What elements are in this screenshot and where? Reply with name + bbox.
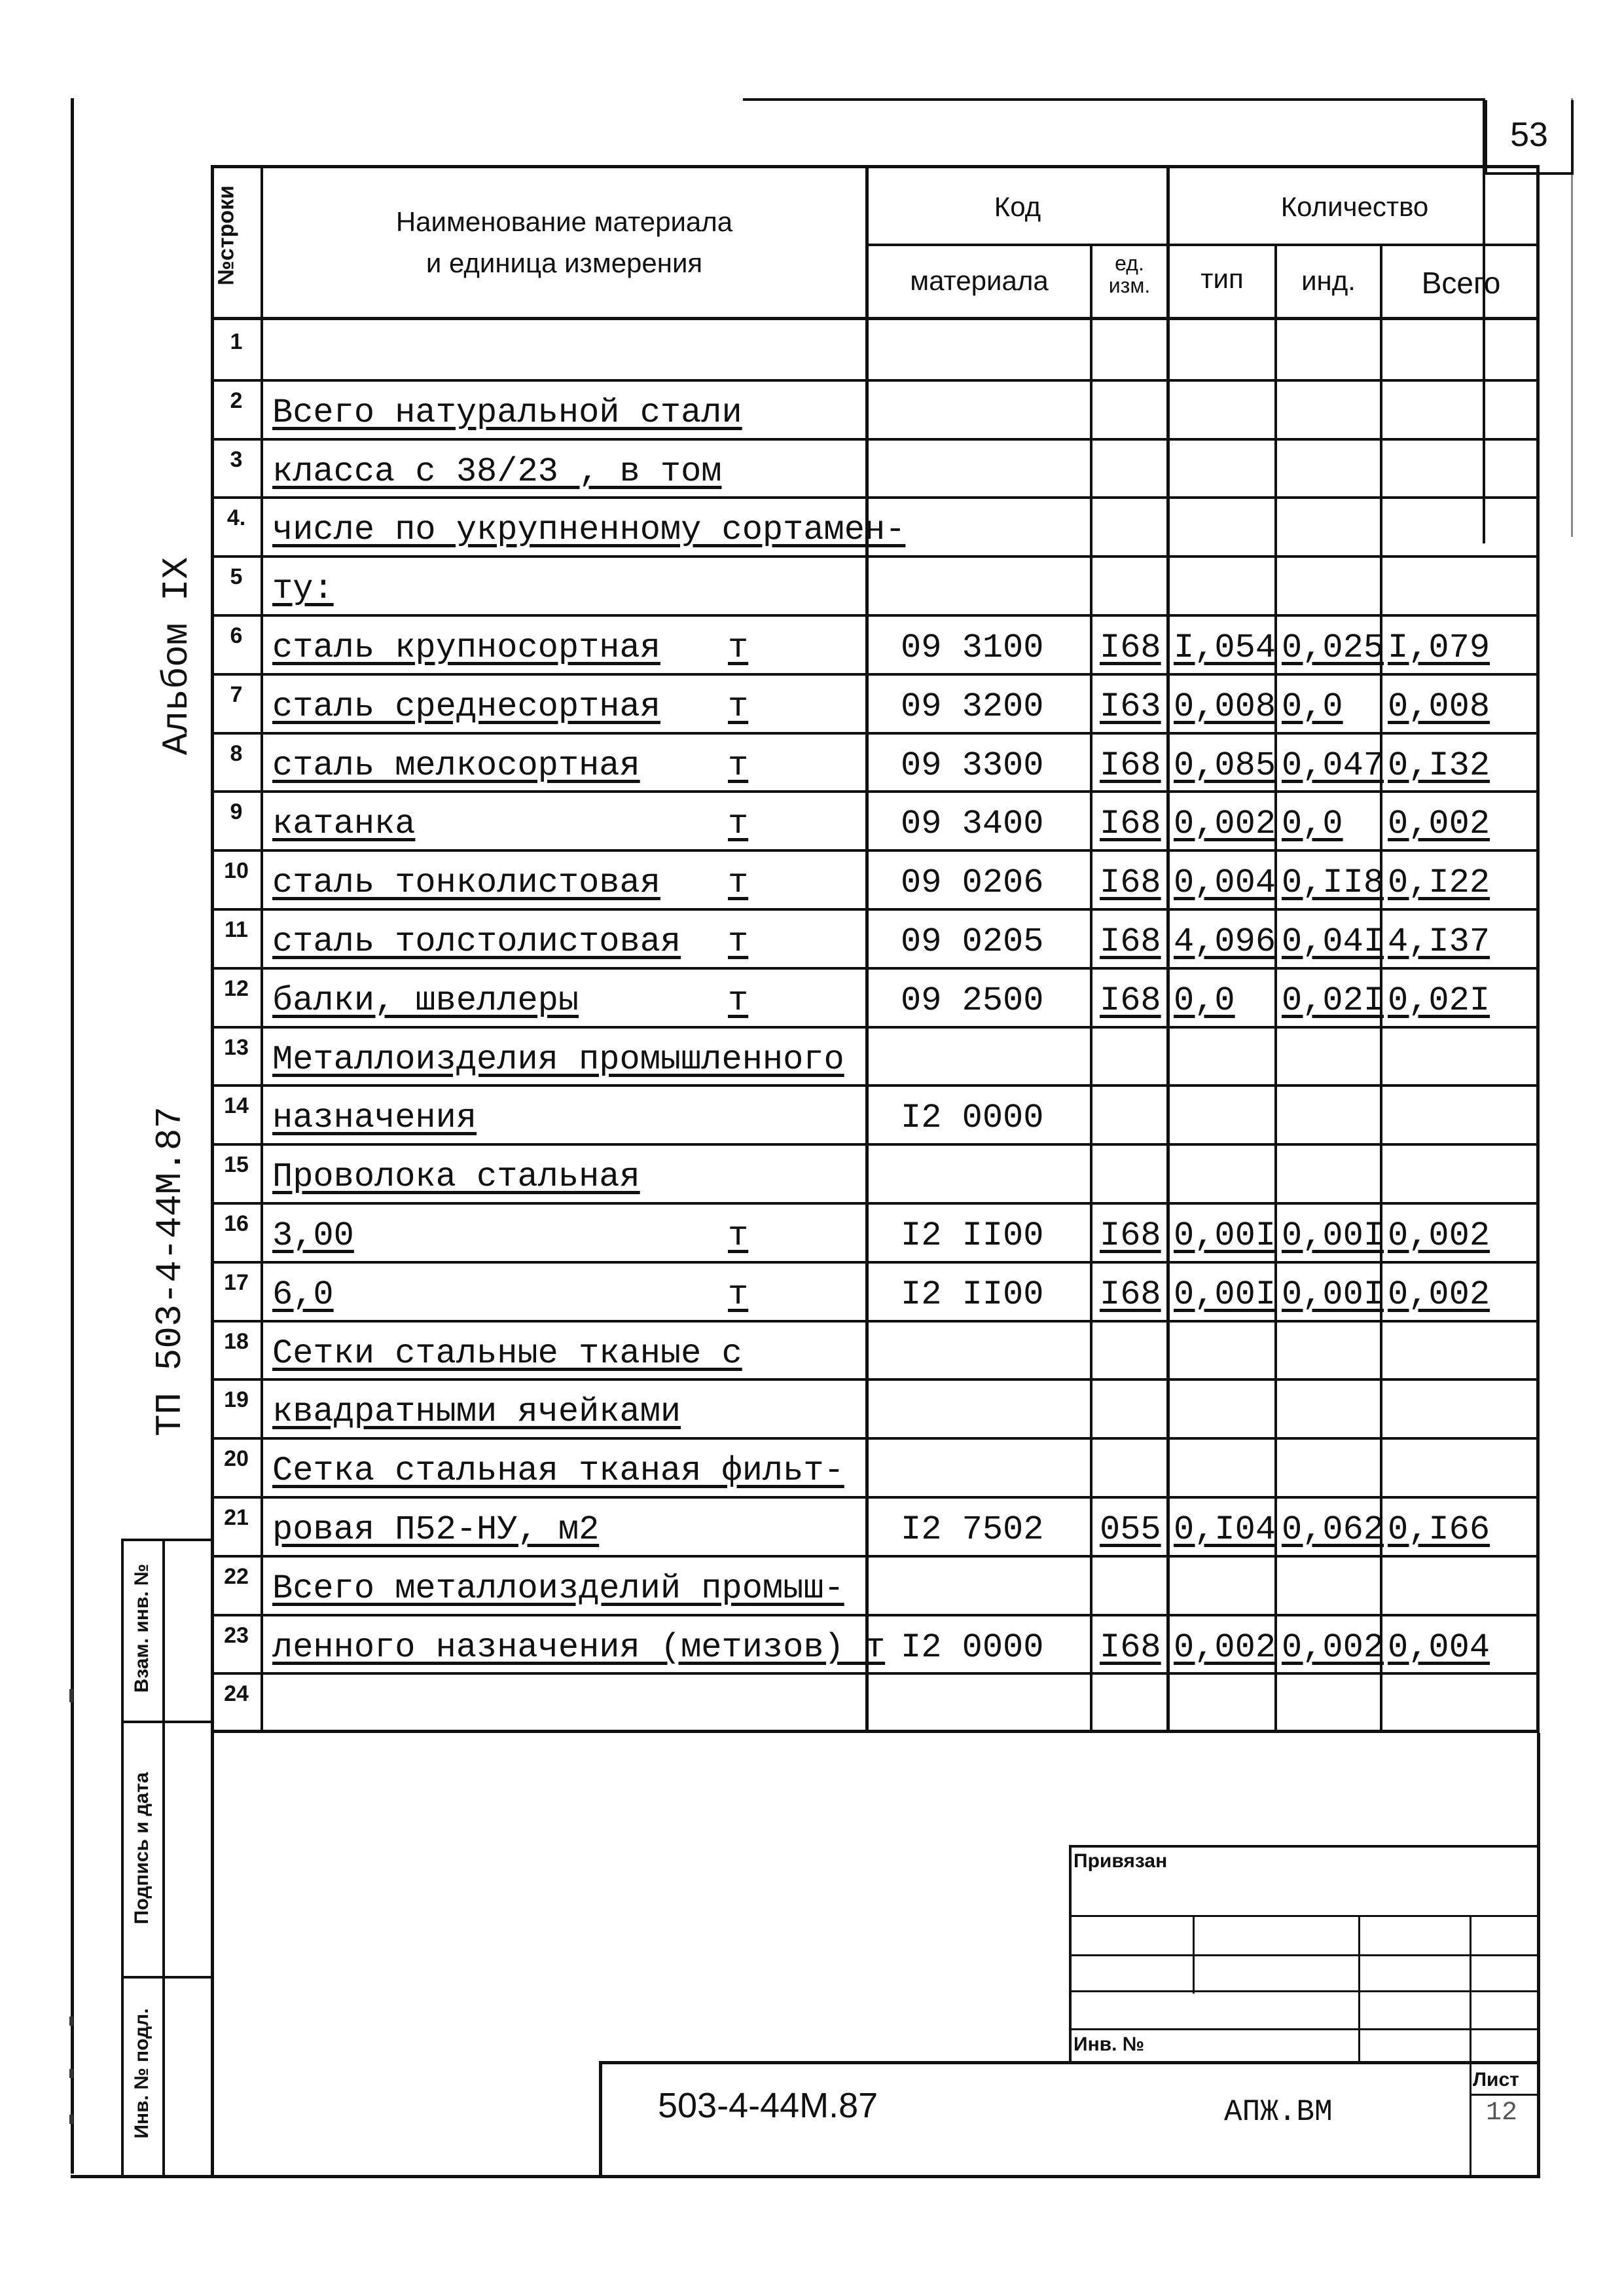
row-number: 14: [224, 1093, 249, 1118]
cell-code: 09 3300: [901, 746, 1044, 785]
list-divider: [1470, 2094, 1540, 2096]
cell-ind: 0,00I: [1282, 1216, 1384, 1255]
row-divider: [261, 673, 1540, 676]
cell-name: катанка: [272, 805, 416, 843]
project-label: ТП 503-4-44М.87: [149, 1106, 191, 1437]
cell-code: I2 II00: [901, 1216, 1044, 1255]
header-kolichestvo: Количество: [1280, 191, 1429, 222]
row-number: 21: [224, 1505, 249, 1530]
list-label: Лист: [1473, 2069, 1519, 2090]
cell-ed: 055: [1100, 1510, 1161, 1549]
page-bottom-line: [71, 2175, 1540, 2178]
cell-name: Сетки стальные тканые с: [272, 1334, 742, 1373]
row-divider: [261, 1437, 1540, 1440]
title-block-left: [599, 2061, 602, 2178]
row-number: 11: [225, 917, 248, 942]
cell-ed: I68: [1100, 746, 1161, 785]
row-divider: [261, 849, 1540, 852]
side-stamp-podpis: Подпись и дата: [131, 1772, 153, 1925]
side-stamp-line-1: [121, 1539, 124, 2177]
header-name-line2: и единица измерения: [425, 247, 703, 278]
row-number: 3: [230, 447, 243, 472]
row-divider: [261, 1555, 1540, 1558]
row-number: 5: [230, 564, 243, 589]
cell-vsego: 4,I37: [1388, 922, 1490, 961]
header-tip: тип: [1200, 263, 1244, 294]
rownum-divider: [211, 1614, 262, 1616]
row-number: 16: [224, 1211, 249, 1236]
cell-ed: I68: [1100, 922, 1161, 961]
col-line-material: [1090, 245, 1092, 1733]
cell-code: 09 0206: [901, 864, 1044, 902]
privyazan-vline-1: [1193, 1915, 1195, 1994]
cell-name: Всего натуральной стали: [272, 393, 742, 432]
cell-name: балки, швеллеры: [272, 981, 579, 1020]
cell-ind: 0,00I: [1282, 1275, 1384, 1314]
row-divider: [261, 1672, 1540, 1675]
title-block-top: [599, 2061, 1540, 2064]
cell-ind: 0,0: [1282, 805, 1343, 843]
row-number: 23: [224, 1623, 249, 1648]
row-number: 2: [230, 388, 243, 413]
cell-vsego: 0,I22: [1388, 864, 1490, 902]
side-stamp-vzam: Взам. инв. №: [131, 1563, 153, 1693]
row-divider: [261, 1261, 1540, 1264]
cell-ed: I68: [1100, 805, 1161, 843]
cell-unit: т: [728, 746, 749, 785]
cell-unit: т: [728, 687, 749, 726]
cell-name: Проволока стальная: [272, 1158, 640, 1196]
cell-name: Металлоизделия промышленного: [272, 1040, 844, 1079]
cell-name: сталь крупносортная: [272, 629, 660, 667]
cell-vsego: 0,004: [1388, 1628, 1490, 1667]
cell-ind: 0,002: [1282, 1628, 1384, 1667]
row-number: 1: [230, 329, 243, 354]
rownum-divider: [211, 614, 262, 617]
cell-ed: I63: [1100, 687, 1161, 726]
rownum-divider: [211, 673, 262, 676]
row-number: 20: [224, 1446, 249, 1471]
rownum-divider: [211, 1496, 262, 1499]
cell-ind: 0,02I: [1282, 981, 1384, 1020]
rownum-divider: [211, 1378, 262, 1381]
rownum-divider: [211, 1437, 262, 1440]
cell-vsego: 0,002: [1388, 1275, 1490, 1314]
row-divider: [261, 1084, 1540, 1087]
row-divider: [261, 438, 1540, 441]
cell-unit: т: [728, 805, 749, 843]
row-divider: [261, 732, 1540, 735]
cell-name: ровая П52-НУ, м2: [272, 1510, 600, 1549]
row-divider: [261, 1202, 1540, 1205]
table-bottom-line: [211, 1730, 1540, 1733]
rownum-divider: [211, 790, 262, 793]
rownum-divider: [211, 1084, 262, 1087]
cell-unit: т: [728, 629, 749, 667]
cell-tip: 0,004: [1174, 864, 1276, 902]
row-divider: [261, 1143, 1540, 1146]
cell-name: сталь мелкосортная: [272, 746, 640, 785]
cell-ed: I68: [1100, 1216, 1161, 1255]
cell-tip: 0,002: [1174, 1628, 1276, 1667]
cell-name: ту:: [272, 570, 334, 608]
row-divider: [261, 1496, 1540, 1499]
cell-code: 09 2500: [901, 981, 1044, 1020]
row-number: 18: [224, 1329, 249, 1354]
cell-name: назначения: [272, 1099, 477, 1137]
sheet-code: АПЖ.ВМ: [1224, 2095, 1333, 2129]
cell-vsego: 0,002: [1388, 805, 1490, 843]
cell-code: 09 3200: [901, 687, 1044, 726]
rownum-divider: [211, 1555, 262, 1558]
row-number: 6: [230, 623, 243, 648]
row-divider: [261, 1320, 1540, 1323]
cell-name: класса с 38/23 , в том: [272, 452, 722, 491]
header-name-line1: Наименование материала: [395, 206, 733, 237]
doc-code: 503-4-44М.87: [658, 2086, 878, 2125]
row-divider: [261, 908, 1540, 911]
rownum-divider: [211, 732, 262, 735]
cell-tip: 0,002: [1174, 805, 1276, 843]
header-bottom-line: [211, 317, 1540, 320]
rownum-divider: [211, 849, 262, 852]
rownum-divider: [211, 1143, 262, 1146]
row-number: 15: [224, 1152, 249, 1177]
margin-dot: [69, 1689, 73, 1702]
cell-code: 09 3100: [901, 629, 1044, 667]
margin-dot: [69, 2115, 73, 2124]
cell-ed: I68: [1100, 629, 1161, 667]
cell-code: I2 7502: [901, 1510, 1044, 1549]
cell-tip: 0,0: [1174, 981, 1235, 1020]
side-stamp-line-2: [162, 1539, 165, 2177]
rownum-divider: [211, 438, 262, 441]
rownum-divider: [211, 1320, 262, 1323]
cell-code: I2 II00: [901, 1275, 1044, 1314]
lower-left-line: [211, 1733, 214, 2178]
row-number: 24: [224, 1681, 249, 1706]
cell-unit: т: [728, 1275, 749, 1314]
cell-vsego: 0,008: [1388, 687, 1490, 726]
rownum-divider: [211, 1672, 262, 1675]
cell-ind: 0,04I: [1282, 922, 1384, 961]
header-vsego: Всего: [1421, 266, 1501, 300]
header-ed-izm: ед. изм.: [1108, 251, 1151, 297]
cell-name: сталь тонколистовая: [272, 864, 660, 902]
cell-tip: 4,096: [1174, 922, 1276, 961]
cell-name: 6,0: [272, 1275, 334, 1314]
top-rule: [743, 98, 1483, 101]
row-number: 7: [230, 682, 243, 707]
rownum-divider: [211, 496, 262, 499]
cell-ind: 0,062: [1282, 1510, 1384, 1549]
rownum-divider: [211, 1261, 262, 1264]
rownum-divider: [211, 1026, 262, 1029]
rownum-divider: [211, 379, 262, 382]
row-divider: [261, 496, 1540, 499]
cell-name: ленного назначения (метизов) т: [272, 1628, 886, 1667]
cell-ind: 0,025: [1282, 629, 1384, 667]
row-divider: [261, 1378, 1540, 1381]
row-number: 8: [230, 741, 243, 766]
row-divider: [261, 555, 1540, 558]
cell-name: квадратными ячейками: [272, 1393, 681, 1431]
header-subline: [865, 244, 1540, 246]
cell-name: числе по укрупненному сортамен-: [272, 511, 906, 549]
row-number: 9: [230, 799, 243, 824]
row-number: 19: [224, 1387, 249, 1412]
cell-vsego: 0,I66: [1388, 1510, 1490, 1549]
cell-ind: 0,0: [1282, 687, 1343, 726]
row-number: 12: [224, 976, 249, 1001]
cell-ed: I68: [1100, 1275, 1161, 1314]
cell-code: I2 0000: [901, 1628, 1044, 1667]
cell-unit: т: [728, 1216, 749, 1255]
cell-code: 09 3400: [901, 805, 1044, 843]
row-number: 4.: [226, 505, 246, 530]
privyazan-vline-3: [1470, 1915, 1471, 2177]
row-number: 10: [224, 858, 249, 883]
row-number: 17: [224, 1270, 249, 1295]
cell-vsego: 0,02I: [1388, 981, 1490, 1020]
cell-tip: 0,I04: [1174, 1510, 1276, 1549]
rownum-divider: [211, 1202, 262, 1205]
cell-vsego: I,079: [1388, 629, 1490, 667]
cell-tip: 0,00I: [1174, 1275, 1276, 1314]
cell-code: 09 0205: [901, 922, 1044, 961]
cell-name: Сетка стальная тканая фильт-: [272, 1451, 844, 1490]
left-margin-rule: [71, 98, 74, 2174]
header-row-no: №строки: [213, 185, 239, 285]
cell-name: сталь толстолистовая: [272, 922, 681, 961]
cell-vsego: 0,I32: [1388, 746, 1490, 785]
row-divider: [261, 790, 1540, 793]
cell-ind: 0,047: [1282, 746, 1384, 785]
row-number: 13: [224, 1035, 249, 1060]
margin-dot: [69, 2069, 73, 2078]
list-number: 12: [1486, 2098, 1518, 2128]
cell-ind: 0,II8: [1282, 864, 1384, 902]
row-divider: [261, 379, 1540, 382]
rownum-divider: [211, 967, 262, 970]
cell-tip: 0,008: [1174, 687, 1276, 726]
cell-unit: т: [728, 864, 749, 902]
privyazan-label: Привязан: [1074, 1850, 1168, 1872]
cell-code: I2 0000: [901, 1099, 1044, 1137]
page-number-box: [1485, 100, 1574, 175]
row-divider: [261, 1614, 1540, 1616]
row-number: 22: [224, 1564, 249, 1589]
inv-no-label: Инв. №: [1074, 2034, 1145, 2055]
cell-tip: I,054: [1174, 629, 1276, 667]
rownum-divider: [211, 555, 262, 558]
header-kod: Код: [994, 191, 1041, 222]
cell-name: Всего металлоизделий промыш-: [272, 1569, 844, 1608]
cell-name: сталь среднесортная: [272, 687, 660, 726]
cell-ed: I68: [1100, 864, 1161, 902]
row-divider: [261, 967, 1540, 970]
privyazan-vline-2: [1358, 1915, 1360, 2062]
header-ind: инд.: [1301, 265, 1356, 296]
margin-dot: [69, 2016, 73, 2026]
cell-unit: т: [728, 981, 749, 1020]
album-label: Альбом IX: [156, 557, 198, 756]
row-divider: [261, 614, 1540, 617]
page-number: 53: [1510, 116, 1548, 154]
cell-ed: I68: [1100, 1628, 1161, 1667]
cell-ed: I68: [1100, 981, 1161, 1020]
cell-vsego: 0,002: [1388, 1216, 1490, 1255]
rownum-divider: [211, 908, 262, 911]
cell-unit: т: [728, 922, 749, 961]
header-material: материала: [910, 265, 1049, 296]
cell-name: 3,00: [272, 1216, 354, 1255]
cell-tip: 0,085: [1174, 746, 1276, 785]
side-stamp-inv-podl: Инв. № подл.: [131, 2008, 153, 2139]
cell-tip: 0,00I: [1174, 1216, 1276, 1255]
row-divider: [261, 1026, 1540, 1029]
